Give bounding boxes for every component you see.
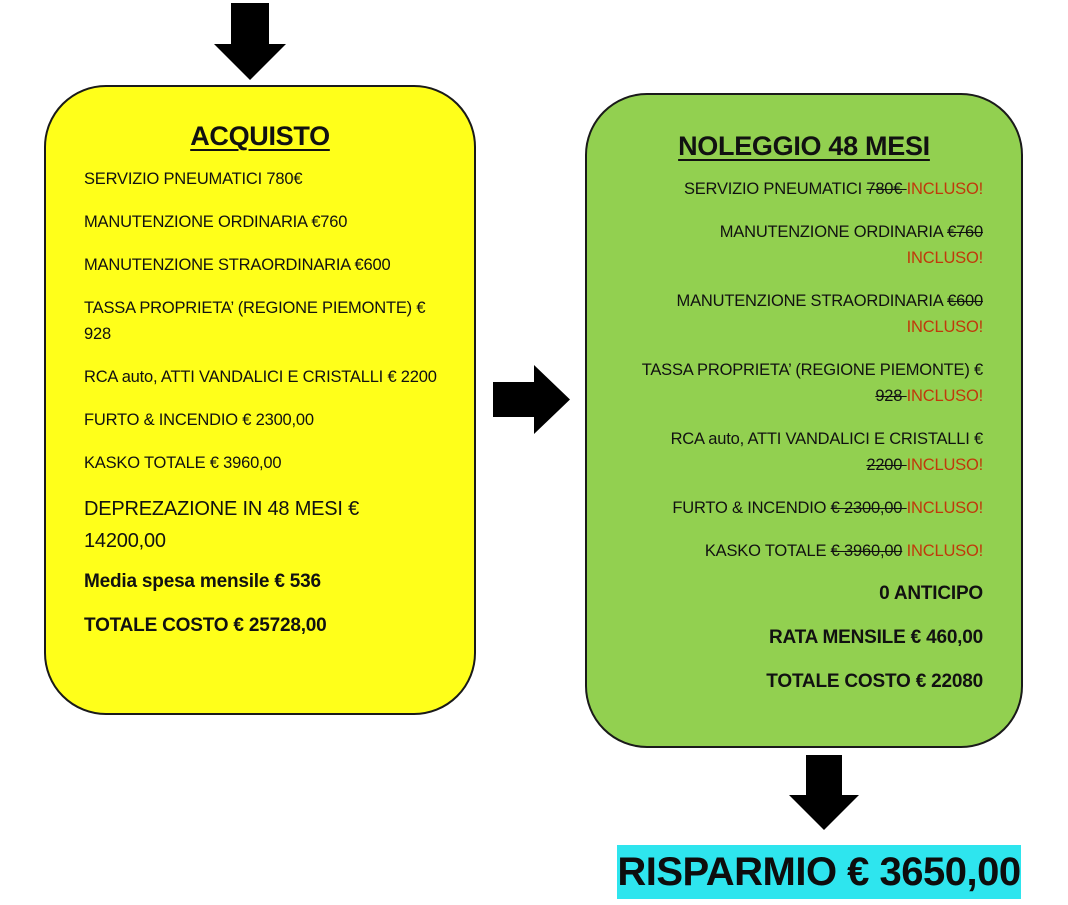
savings-banner: RISPARMIO € 3650,00 [617, 845, 1021, 899]
item-label: SERVIZIO PNEUMATICI [683, 180, 867, 198]
purchase-item: KASKO TOTALE € 3960,00 [84, 454, 282, 472]
monthly-rate: RATA MENSILE € 460,00 [768, 627, 983, 648]
item-label: KASKO TOTALE [704, 542, 831, 560]
monthly-average: Media spesa mensile € 536 [84, 571, 321, 592]
rental-item [623, 288, 983, 340]
included-badge: INCLUSO! [906, 499, 983, 517]
rental-item [623, 538, 983, 564]
item-label: TASSA PROPRIETA’ (REGIONE PIEMONTE) € [641, 361, 983, 379]
item-label: MANUTENZIONE STRAORDINARIA [676, 292, 948, 310]
included-badge: INCLUSO! [906, 456, 983, 474]
struck-price: 928 [875, 387, 907, 405]
rental-box [585, 93, 1023, 748]
purchase-box [44, 85, 476, 715]
struck-price: €600 [947, 292, 983, 310]
item-label: MANUTENZIONE ORDINARIA [719, 223, 948, 241]
rental-item [623, 426, 983, 478]
purchase-cost-list [46, 166, 474, 639]
rental-item [623, 219, 983, 271]
struck-price: € 2300,00 [830, 499, 907, 517]
arrow-down-icon [789, 755, 859, 830]
rental-item [623, 357, 983, 409]
struck-price: € 3960,00 [830, 542, 903, 560]
included-badge: INCLUSO! [906, 249, 983, 267]
included-badge: INCLUSO! [906, 318, 983, 336]
rental-item [623, 176, 983, 202]
included-badge: INCLUSO! [902, 542, 983, 560]
purchase-total: TOTALE COSTO € 25728,00 [84, 615, 327, 636]
depreciation-item: DEPREZAZIONE IN 48 MESI € 14200,00 [84, 498, 360, 552]
purchase-item: RCA auto, ATTI VANDALICI E CRISTALLI € 2200 [84, 368, 437, 386]
item-label: FURTO & INCENDIO [672, 499, 831, 517]
purchase-title: ACQUISTO [190, 121, 330, 151]
rental-title: NOLEGGIO 48 MESI [678, 131, 930, 161]
struck-price: 780€ [866, 180, 907, 198]
purchase-item: TASSA PROPRIETA’ (REGIONE PIEMONTE) € 928 [84, 299, 426, 343]
arrow-down-icon [214, 3, 286, 80]
rental-item [623, 495, 983, 521]
arrow-right-icon [493, 365, 570, 434]
included-badge: INCLUSO! [906, 180, 983, 198]
struck-price: 2200 [866, 456, 907, 474]
purchase-item: MANUTENZIONE ORDINARIA €760 [84, 213, 348, 231]
purchase-item: SERVIZIO PNEUMATICI 780€ [84, 170, 303, 188]
down-payment: 0 ANTICIPO [879, 583, 983, 604]
item-label: RCA auto, ATTI VANDALICI E CRISTALLI € [670, 430, 983, 448]
struck-price: €760 [947, 223, 983, 241]
rental-cost-list [587, 176, 1021, 695]
included-badge: INCLUSO! [906, 387, 983, 405]
purchase-item: MANUTENZIONE STRAORDINARIA €600 [84, 256, 391, 274]
purchase-item: FURTO & INCENDIO € 2300,00 [84, 411, 314, 429]
rental-total: TOTALE COSTO € 22080 [766, 671, 983, 692]
